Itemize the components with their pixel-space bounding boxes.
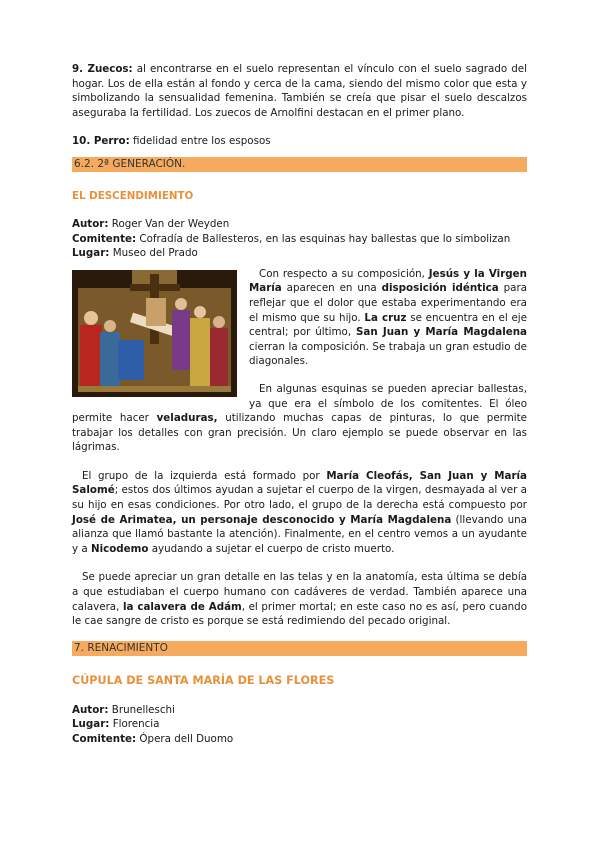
grupos-paragraph: El grupo de la izquierda está formado por María Cleofás, San Juan y María Salomé; estos dos últimos ayudan a sujetar el cuerpo de la virgen, desmayada al ver a su hijo en esas condiciones. Por otro lado, el grupo de la derecha está compuesto por José de Arimatea, un personaje desconocido y María Magdalena (llevando una alianza que llamó bastante la atención). Finalmente, en el centro vemos a un ayudante y a Nicodemo ayudando a sujetar el cuerpo de cristo muerto. (72, 469, 528, 555)
section-header-6-2: 6.2. 2ª GENERACIÓN. (72, 157, 527, 172)
cupula-autor-line: Autor: Brunelleschi (72, 703, 175, 716)
zuecos-paragraph: 9. Zuecos: al encontrarse en el suelo representan el vínculo con el suelo sagrado del hogar. Los de ella están al fondo y cerca de la cama, siendo del mismo color que esta y simbolizando la sensualidad femenina. También se creía que pisar el suelo descalzos aseguraba la fertilidad. Los zuecos de Arnolfini destacan en el primer plano. (72, 63, 527, 119)
lugar-line: Lugar: Museo del Prado (72, 247, 198, 260)
comitente-line: Comitente: Cofradía de Ballesteros, en las esquinas hay ballestas que lo simbolizan (72, 232, 511, 245)
ballestas-paragraph: En algunas esquinas se pueden apreciar ballestas, ya que era el símbolo de los comitentes. El óleo permite hacer veladuras, utilizando muchas capas de pinturas, lo que permite trabajar los detalles con gran precisión. Un claro ejemplo se puede observar en las lágrimas. (72, 382, 527, 454)
descendimiento-heading: EL DESCENDIMIENTO (72, 189, 194, 202)
detalle-paragraph: Se puede apreciar un gran detalle en las telas y en la anatomía, esta última se debía a que estudiaban el cuerpo humano con cadáveres de verdad. También aparece una calavera, la calavera de Adám, el primer mortal; en este caso no es así, pero cuando le cae sangre de cristo es porque se está redimiendo del pecado original. (72, 571, 527, 628)
cupula-comitente-line: Comitente: Ópera dell Duomo (72, 733, 234, 745)
document-page (72, 62, 527, 747)
composition-paragraph: Con respecto a su composición, Jesús y la Virgen María aparecen en una disposición idéntica para reflejar que el dolor que estaba experimentando era el mismo que su hijo. La cruz se encuentra en el eje central; por último, San Juan y María Magdalena cierran la composición. Se trabaja un gran estudio de diagonales. (249, 267, 527, 368)
cupula-heading: CÚPULA DE SANTA MARÍA DE LAS FLORES (72, 673, 335, 687)
section-header-7: 7. RENACIMIENTO (72, 641, 527, 656)
perro-paragraph: 10. Perro: fidelidad entre los esposos (72, 135, 271, 148)
descendimiento-painting-image (72, 270, 237, 397)
perro-label: 10. Perro: (72, 135, 130, 148)
zuecos-label: 9. Zuecos: (72, 63, 133, 75)
autor-line: Autor: Roger Van der Weyden (72, 217, 230, 230)
cupula-lugar-line: Lugar: Florencia (72, 718, 160, 731)
